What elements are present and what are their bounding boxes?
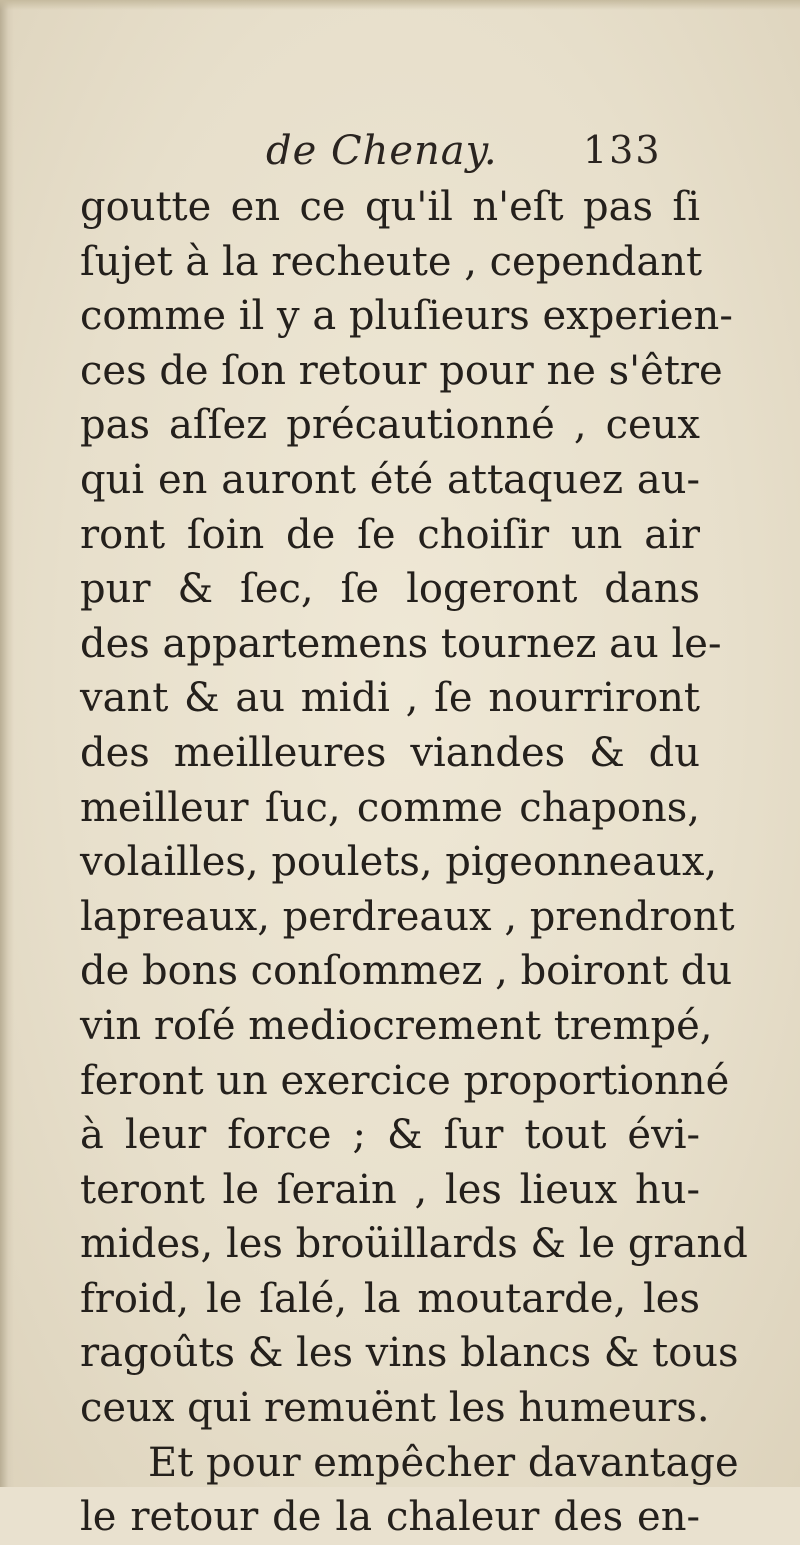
text-line: comme il y a pluſieurs experien- [80, 293, 733, 340]
text-line: des meilleures viandes & du [80, 729, 700, 776]
text-line: volailles, poulets, pigeonneaux, [80, 839, 718, 886]
text-line: à leur force ; & ſur tout évi- [80, 1112, 700, 1159]
text-line: ceux qui remuënt les humeurs. [80, 1385, 710, 1432]
text-line: froid, le ſalé, la moutarde, les [80, 1275, 700, 1322]
text-line: ragoûts & les vins blancs & tous [80, 1330, 739, 1377]
text-line: pur & ſec, ſe logeront dans [80, 566, 700, 613]
text-line: des appartemens tournez au le- [80, 620, 722, 667]
text-line: teront le ſerain , les lieux hu- [80, 1166, 700, 1213]
text-line: de bons conſommez , boiront du [80, 948, 733, 995]
text-line: goutte en ce qu'il n'eſt pas ſi [80, 184, 700, 230]
text-line: vant & au midi , ſe nourriront [80, 675, 700, 722]
page-number: 133 [583, 128, 662, 172]
text-line: ront ſoin de ſe choiſir un air [80, 511, 700, 558]
text-line: ſujet à la recheute , cependant [80, 238, 703, 285]
text-line: feront un exercice proportionné [80, 1057, 730, 1104]
page-top-edge [0, 0, 800, 10]
text-line: pas aſſez précautionné , ceux [80, 402, 700, 449]
running-title: de Chenay. [266, 128, 498, 174]
page-gutter-shadow [0, 0, 14, 1487]
text-line: vin roſé mediocrement trempé, [80, 1002, 713, 1049]
text-line: ces de ſon retour pour ne s'être [80, 347, 723, 394]
body-text [80, 180, 748, 1545]
text-line: lapreaux, perdreaux , prendront [80, 893, 735, 940]
text-line: meilleur ſuc, comme chapons, [80, 784, 700, 831]
paragraph-start-line: Et pour empêcher davantage [148, 1439, 739, 1486]
text-line: qui en auront été attaquez au- [80, 456, 700, 503]
page-header [0, 128, 800, 188]
text-line: mides, les broüillards & le grand [80, 1221, 748, 1268]
text-line: le retour de la chaleur des en- [80, 1494, 700, 1541]
